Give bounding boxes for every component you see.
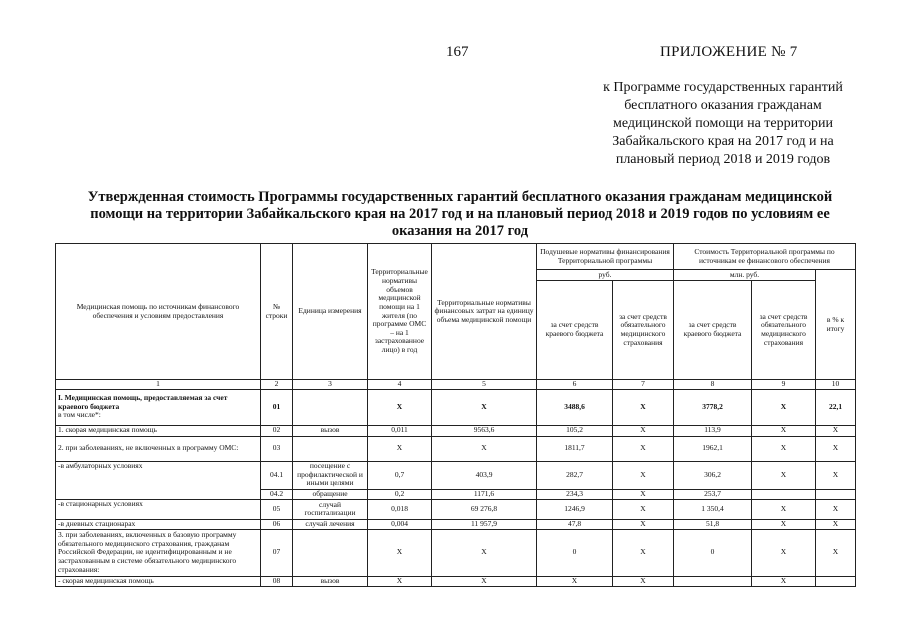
- row-number: 03: [261, 436, 293, 461]
- cell-value: X: [752, 576, 816, 586]
- cell-value: X: [613, 576, 674, 586]
- cell-value: 234,3: [537, 489, 613, 499]
- header-row: [56, 244, 856, 270]
- cell-value: X: [613, 489, 674, 499]
- table-row: [56, 425, 856, 436]
- cell-value: X: [613, 389, 674, 425]
- row-name: 1. скорая медицинская помощь: [56, 425, 261, 436]
- cell-value: X: [432, 529, 537, 576]
- cell-value: X: [752, 461, 816, 489]
- cell-value: 0,011: [368, 425, 432, 436]
- cell-value: 0,018: [368, 499, 432, 519]
- cell-value: 3778,2: [674, 389, 752, 425]
- header-cell: Подушевые нормативы финансирования Территориальной программы: [537, 244, 674, 270]
- cost-table: [55, 243, 856, 587]
- cell-value: 1246,9: [537, 499, 613, 519]
- document-title-line: помощи на территории Забайкальского края на 2017 год и на плановый период 2018 и 2019 годов по условиям ее: [90, 206, 830, 222]
- cell-value: X: [816, 436, 856, 461]
- cell-value: 47,8: [537, 519, 613, 529]
- document-title: [60, 189, 860, 240]
- cell-value: X: [816, 425, 856, 436]
- cell-value: [674, 576, 752, 586]
- row-name: -в стационарных условиях: [56, 499, 261, 519]
- row-name-subtext: в том числе*:: [58, 410, 101, 420]
- header-cell: № строки: [261, 244, 293, 380]
- appendix-subtitle-line: медицинской помощи на территории: [612, 116, 834, 131]
- cell-value: 253,7: [674, 489, 752, 499]
- cell-value: 306,2: [674, 461, 752, 489]
- cell-value: X: [537, 576, 613, 586]
- cell-value: [752, 489, 816, 499]
- cell-value: X: [613, 499, 674, 519]
- cell-value: [816, 576, 856, 586]
- header-cell: Территориальные нормативы финансовых затрат на единицу объема медицинской помощи: [432, 244, 537, 380]
- row-unit: [293, 389, 368, 425]
- cell-value: 51,8: [674, 519, 752, 529]
- cell-value: 1 350,4: [674, 499, 752, 519]
- row-unit: случай лечения: [293, 519, 368, 529]
- row-unit: случай госпитализации: [293, 499, 368, 519]
- row-unit: обращение: [293, 489, 368, 499]
- row-number: 04.2: [261, 489, 293, 499]
- appendix-subtitle-line: Забайкальского края на 2017 год и на: [612, 134, 834, 149]
- cell-value: 113,9: [674, 425, 752, 436]
- document-title-line: оказания на 2017 год: [391, 223, 529, 239]
- column-number: 2: [261, 380, 293, 390]
- header-cell: за счет средств краевого бюджета: [674, 281, 752, 380]
- cell-value: X: [613, 425, 674, 436]
- table-row: [56, 389, 856, 425]
- cell-value: X: [752, 499, 816, 519]
- row-name: - скорая медицинская помощь: [56, 576, 261, 586]
- cell-value: X: [432, 436, 537, 461]
- cell-value: X: [613, 436, 674, 461]
- header-cell: за счет средств обязательного медицинского страхования: [613, 281, 674, 380]
- cell-value: X: [816, 499, 856, 519]
- row-number: 07: [261, 529, 293, 576]
- header-cell: Медицинская помощь по источникам финансового обеспечения и условиям предоставления: [56, 244, 261, 380]
- cell-value: 282,7: [537, 461, 613, 489]
- cell-value: X: [368, 529, 432, 576]
- row-name: -в дневных стационарах: [56, 519, 261, 529]
- cell-value: 11 957,9: [432, 519, 537, 529]
- document-title-line: Утвержденная стоимость Программы государственных гарантий бесплатного оказания гражданам медицинской: [87, 189, 833, 205]
- row-name: [56, 389, 261, 425]
- header-cell: Стоимость Территориальной программы по источникам ее финансового обеспечения: [674, 244, 856, 270]
- cell-value: X: [752, 529, 816, 576]
- cell-value: X: [816, 461, 856, 489]
- column-number: 1: [56, 380, 261, 390]
- cell-value: 69 276,8: [432, 499, 537, 519]
- appendix-subtitle: [582, 79, 864, 169]
- cell-value: X: [752, 425, 816, 436]
- row-name: -в амбулаторных условиях: [56, 461, 261, 499]
- cell-value: X: [368, 389, 432, 425]
- cell-value: 105,2: [537, 425, 613, 436]
- header-cell: Территориальные нормативы объемов медицинской помощи на 1 жителя (по программе ОМС – на 1 застрахованное лицо) в год: [368, 244, 432, 380]
- column-number: 8: [674, 380, 752, 390]
- row-name-text: I. Медицинская помощь, предоставляемая за счет краевого бюджета: [58, 393, 228, 411]
- cell-value: 0,2: [368, 489, 432, 499]
- row-name: 2. при заболеваниях, не включенных в программу ОМС:: [56, 436, 261, 461]
- cell-value: 0,7: [368, 461, 432, 489]
- row-unit: вызов: [293, 425, 368, 436]
- row-unit: [293, 436, 368, 461]
- table-row: [56, 519, 856, 529]
- table-row: [56, 576, 856, 586]
- cell-value: 1171,6: [432, 489, 537, 499]
- row-number: 08: [261, 576, 293, 586]
- cell-value: X: [432, 389, 537, 425]
- row-unit: посещение с профилактической и иными целями: [293, 461, 368, 489]
- cell-value: X: [613, 529, 674, 576]
- row-unit: [293, 529, 368, 576]
- header-cell: за счет средств краевого бюджета: [537, 281, 613, 380]
- cell-value: X: [752, 519, 816, 529]
- row-number: 01: [261, 389, 293, 425]
- cell-value: X: [816, 529, 856, 576]
- cell-value: X: [368, 436, 432, 461]
- table-row: [56, 529, 856, 576]
- column-number: 4: [368, 380, 432, 390]
- cell-value: 0: [674, 529, 752, 576]
- cell-value: X: [752, 436, 816, 461]
- row-number: 06: [261, 519, 293, 529]
- column-number-row: [56, 380, 856, 390]
- cell-value: 3488,6: [537, 389, 613, 425]
- cell-value: 1811,7: [537, 436, 613, 461]
- header-cell: за счет средств обязательного медицинского страхования: [752, 281, 816, 380]
- cell-value: 22,1: [816, 389, 856, 425]
- column-number: 10: [816, 380, 856, 390]
- cell-value: 1962,1: [674, 436, 752, 461]
- row-unit: вызов: [293, 576, 368, 586]
- cell-value: X: [368, 576, 432, 586]
- row-number: 02: [261, 425, 293, 436]
- cell-value: 0: [537, 529, 613, 576]
- cell-value: 0,004: [368, 519, 432, 529]
- appendix-subtitle-line: бесплатного оказания гражданам: [624, 98, 822, 113]
- row-number: 04.1: [261, 461, 293, 489]
- cell-value: 9563,6: [432, 425, 537, 436]
- column-number: 3: [293, 380, 368, 390]
- header-cell: в % к итогу: [816, 270, 856, 380]
- cell-value: X: [752, 389, 816, 425]
- cell-value: X: [816, 519, 856, 529]
- row-name: 3. при заболеваниях, включенных в базовую программу обязательного медицинского страхования, гражданам Российской Федерации, не идентифицированным и не застрахованным в системе обязательного медицинского страхования:: [56, 529, 261, 576]
- appendix-title: ПРИЛОЖЕНИЕ № 7: [660, 44, 798, 60]
- cell-value: [816, 489, 856, 499]
- table-row: [56, 499, 856, 519]
- header-cell: руб.: [537, 270, 674, 281]
- row-number: 05: [261, 499, 293, 519]
- column-number: 9: [752, 380, 816, 390]
- table-row: [56, 461, 856, 489]
- column-number: 5: [432, 380, 537, 390]
- header-cell: млн. руб.: [674, 270, 816, 281]
- header-cell: Единица измерения: [293, 244, 368, 380]
- cell-value: X: [613, 519, 674, 529]
- cell-value: X: [432, 576, 537, 586]
- appendix-subtitle-line: плановый период 2018 и 2019 годов: [615, 152, 831, 167]
- column-number: 6: [537, 380, 613, 390]
- page-number: 167: [446, 44, 469, 60]
- appendix-subtitle-line: к Программе государственных гарантий: [603, 80, 843, 95]
- column-number: 7: [613, 380, 674, 390]
- cell-value: X: [613, 461, 674, 489]
- table-row: [56, 436, 856, 461]
- cell-value: 403,9: [432, 461, 537, 489]
